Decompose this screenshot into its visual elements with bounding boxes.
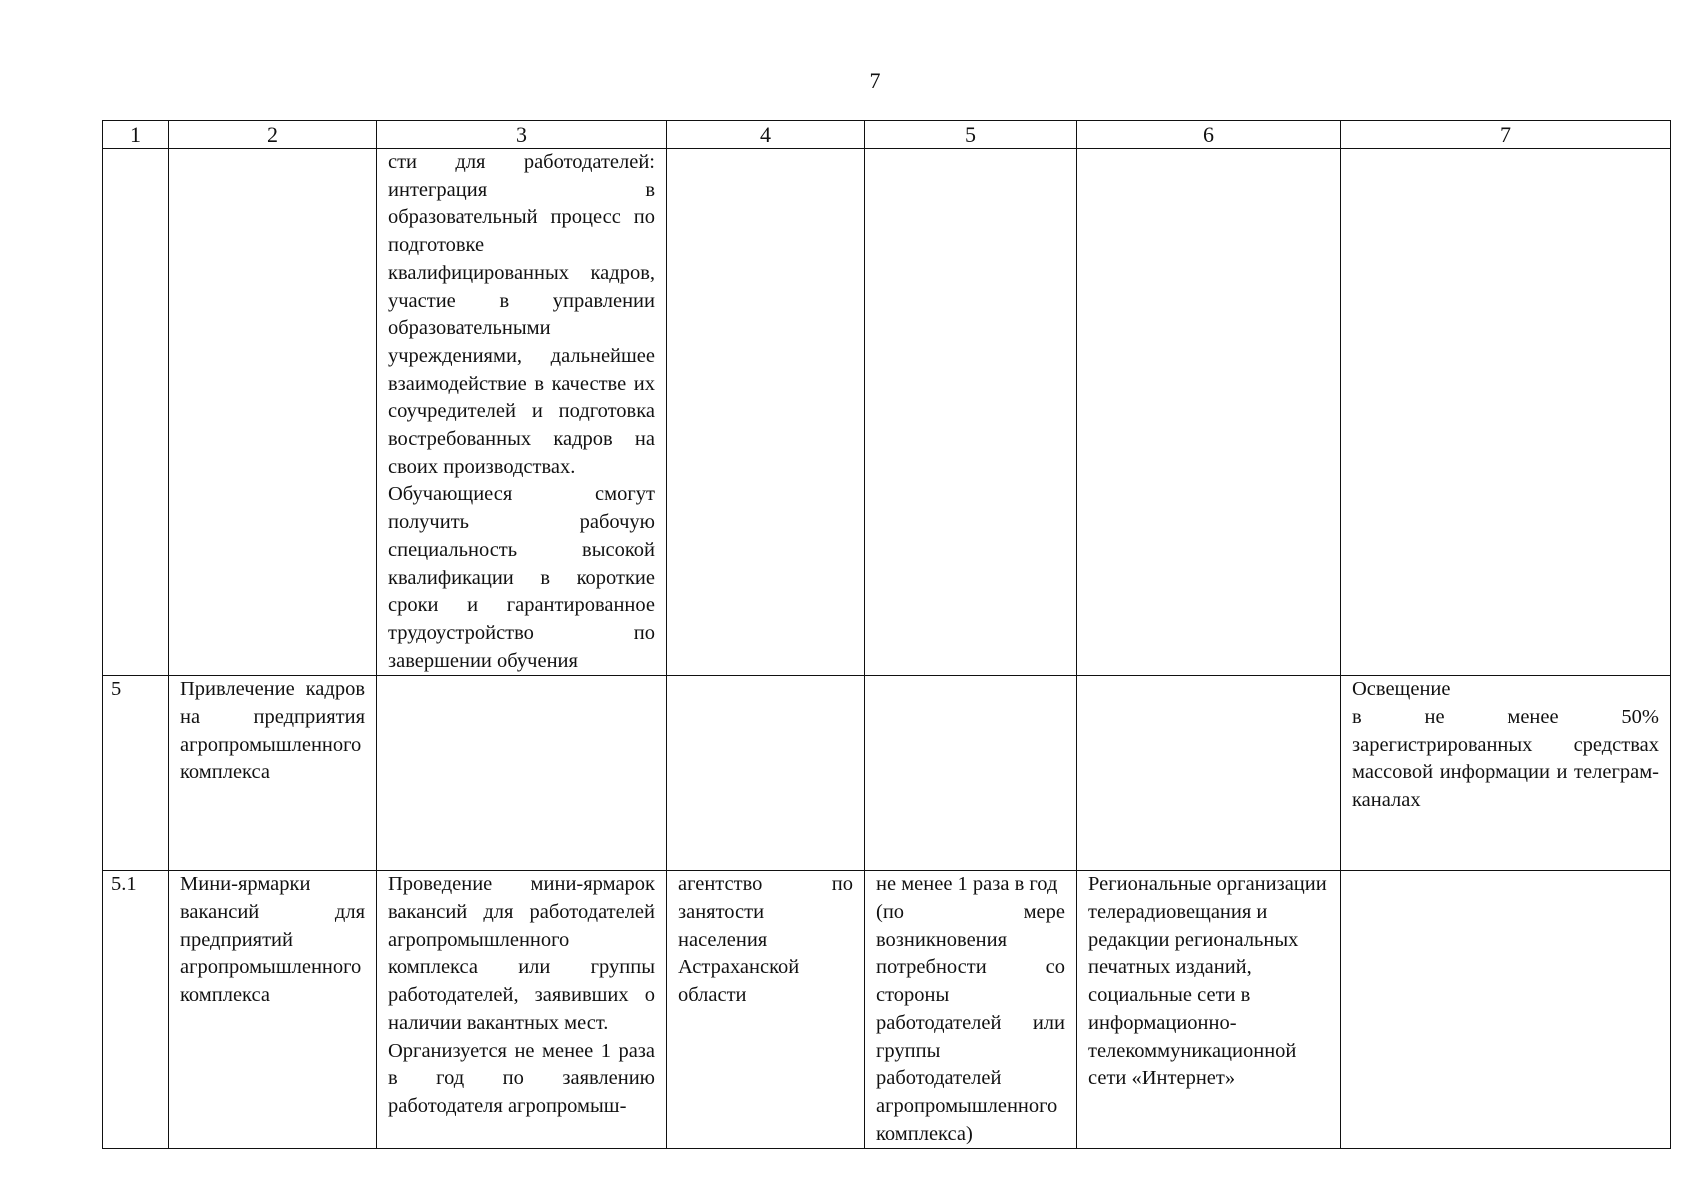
description-cell xyxy=(377,871,667,1149)
measure-name-cell: Привлечение кадров на предприятия агропромышленного комплекса xyxy=(169,676,377,871)
column-header-5: 5 xyxy=(865,121,1077,149)
description-cell xyxy=(377,149,667,676)
column-header-2: 2 xyxy=(169,121,377,149)
column-header-7: 7 xyxy=(1341,121,1671,149)
column-header-4: 4 xyxy=(667,121,865,149)
table-row xyxy=(103,676,1671,871)
executor-cell xyxy=(667,149,865,676)
column-header-1: 1 xyxy=(103,121,169,149)
column-header-6: 6 xyxy=(1077,121,1341,149)
partners-cell: Региональные организации телерадиовещания и редакции региональных печатных изданий, социальные сети в информационно-телекоммуникационной сети «Интернет» xyxy=(1077,871,1341,1149)
column-header-3: 3 xyxy=(377,121,667,149)
description-text: Проведение мини-ярмарок вакансий для работодателей агропромышленного комплекса или группы работодателей, заявивших о наличии вакантных мест. xyxy=(388,873,655,1034)
executor-cell xyxy=(667,676,865,871)
result-cell xyxy=(1341,871,1671,1149)
period-cell xyxy=(865,676,1077,871)
row-number-cell: 5 xyxy=(103,676,169,871)
description-text-2: Обучающиеся смогут получить рабочую специальность высокой квалификации в короткие сроки и гарантированное трудоустройство по завершении обучения xyxy=(388,483,655,672)
measures-table xyxy=(102,120,1671,1149)
result-cell xyxy=(1341,676,1671,871)
page-number: 7 xyxy=(869,68,881,93)
description-text: сти для работодателей: интеграция в образовательный процесс по подготовке квалифицированных кадров, участие в управлении образовательными учреждениями, дальнейшее взаимодействие в качестве их соучредителей и подготовка востребованных кадров на своих производствах. xyxy=(388,151,655,478)
description-cell xyxy=(377,676,667,871)
period-text: не менее 1 раза в год xyxy=(876,873,1058,896)
period-cell xyxy=(865,871,1077,1149)
table-header-row xyxy=(103,121,1671,149)
row-number-cell: 5.1 xyxy=(103,871,169,1149)
table-row xyxy=(103,149,1671,676)
partners-cell xyxy=(1077,676,1341,871)
measure-name-cell xyxy=(169,149,377,676)
row-number-cell xyxy=(103,149,169,676)
result-text: в не менее 50% зарегистрированных средствах массовой информации и телеграм-каналах xyxy=(1352,706,1659,812)
result-cell xyxy=(1341,149,1671,676)
description-text-2: Организуется не менее 1 раза в год по заявлению работодателя агропромыш- xyxy=(388,1039,655,1117)
period-cell xyxy=(865,149,1077,676)
executor-cell: агентство по занятости населения Астраханской области xyxy=(667,871,865,1149)
measure-name-cell: Мини-ярмарки вакансий для предприятий агропромышленного комплекса xyxy=(169,871,377,1149)
period-note: (по мере возникновения потребности со стороны работодателей или группы работодателей агропромышленного комплекса) xyxy=(876,901,1065,1145)
partners-cell xyxy=(1077,149,1341,676)
table-row xyxy=(103,871,1671,1149)
result-text-title: Освещение xyxy=(1352,678,1451,701)
